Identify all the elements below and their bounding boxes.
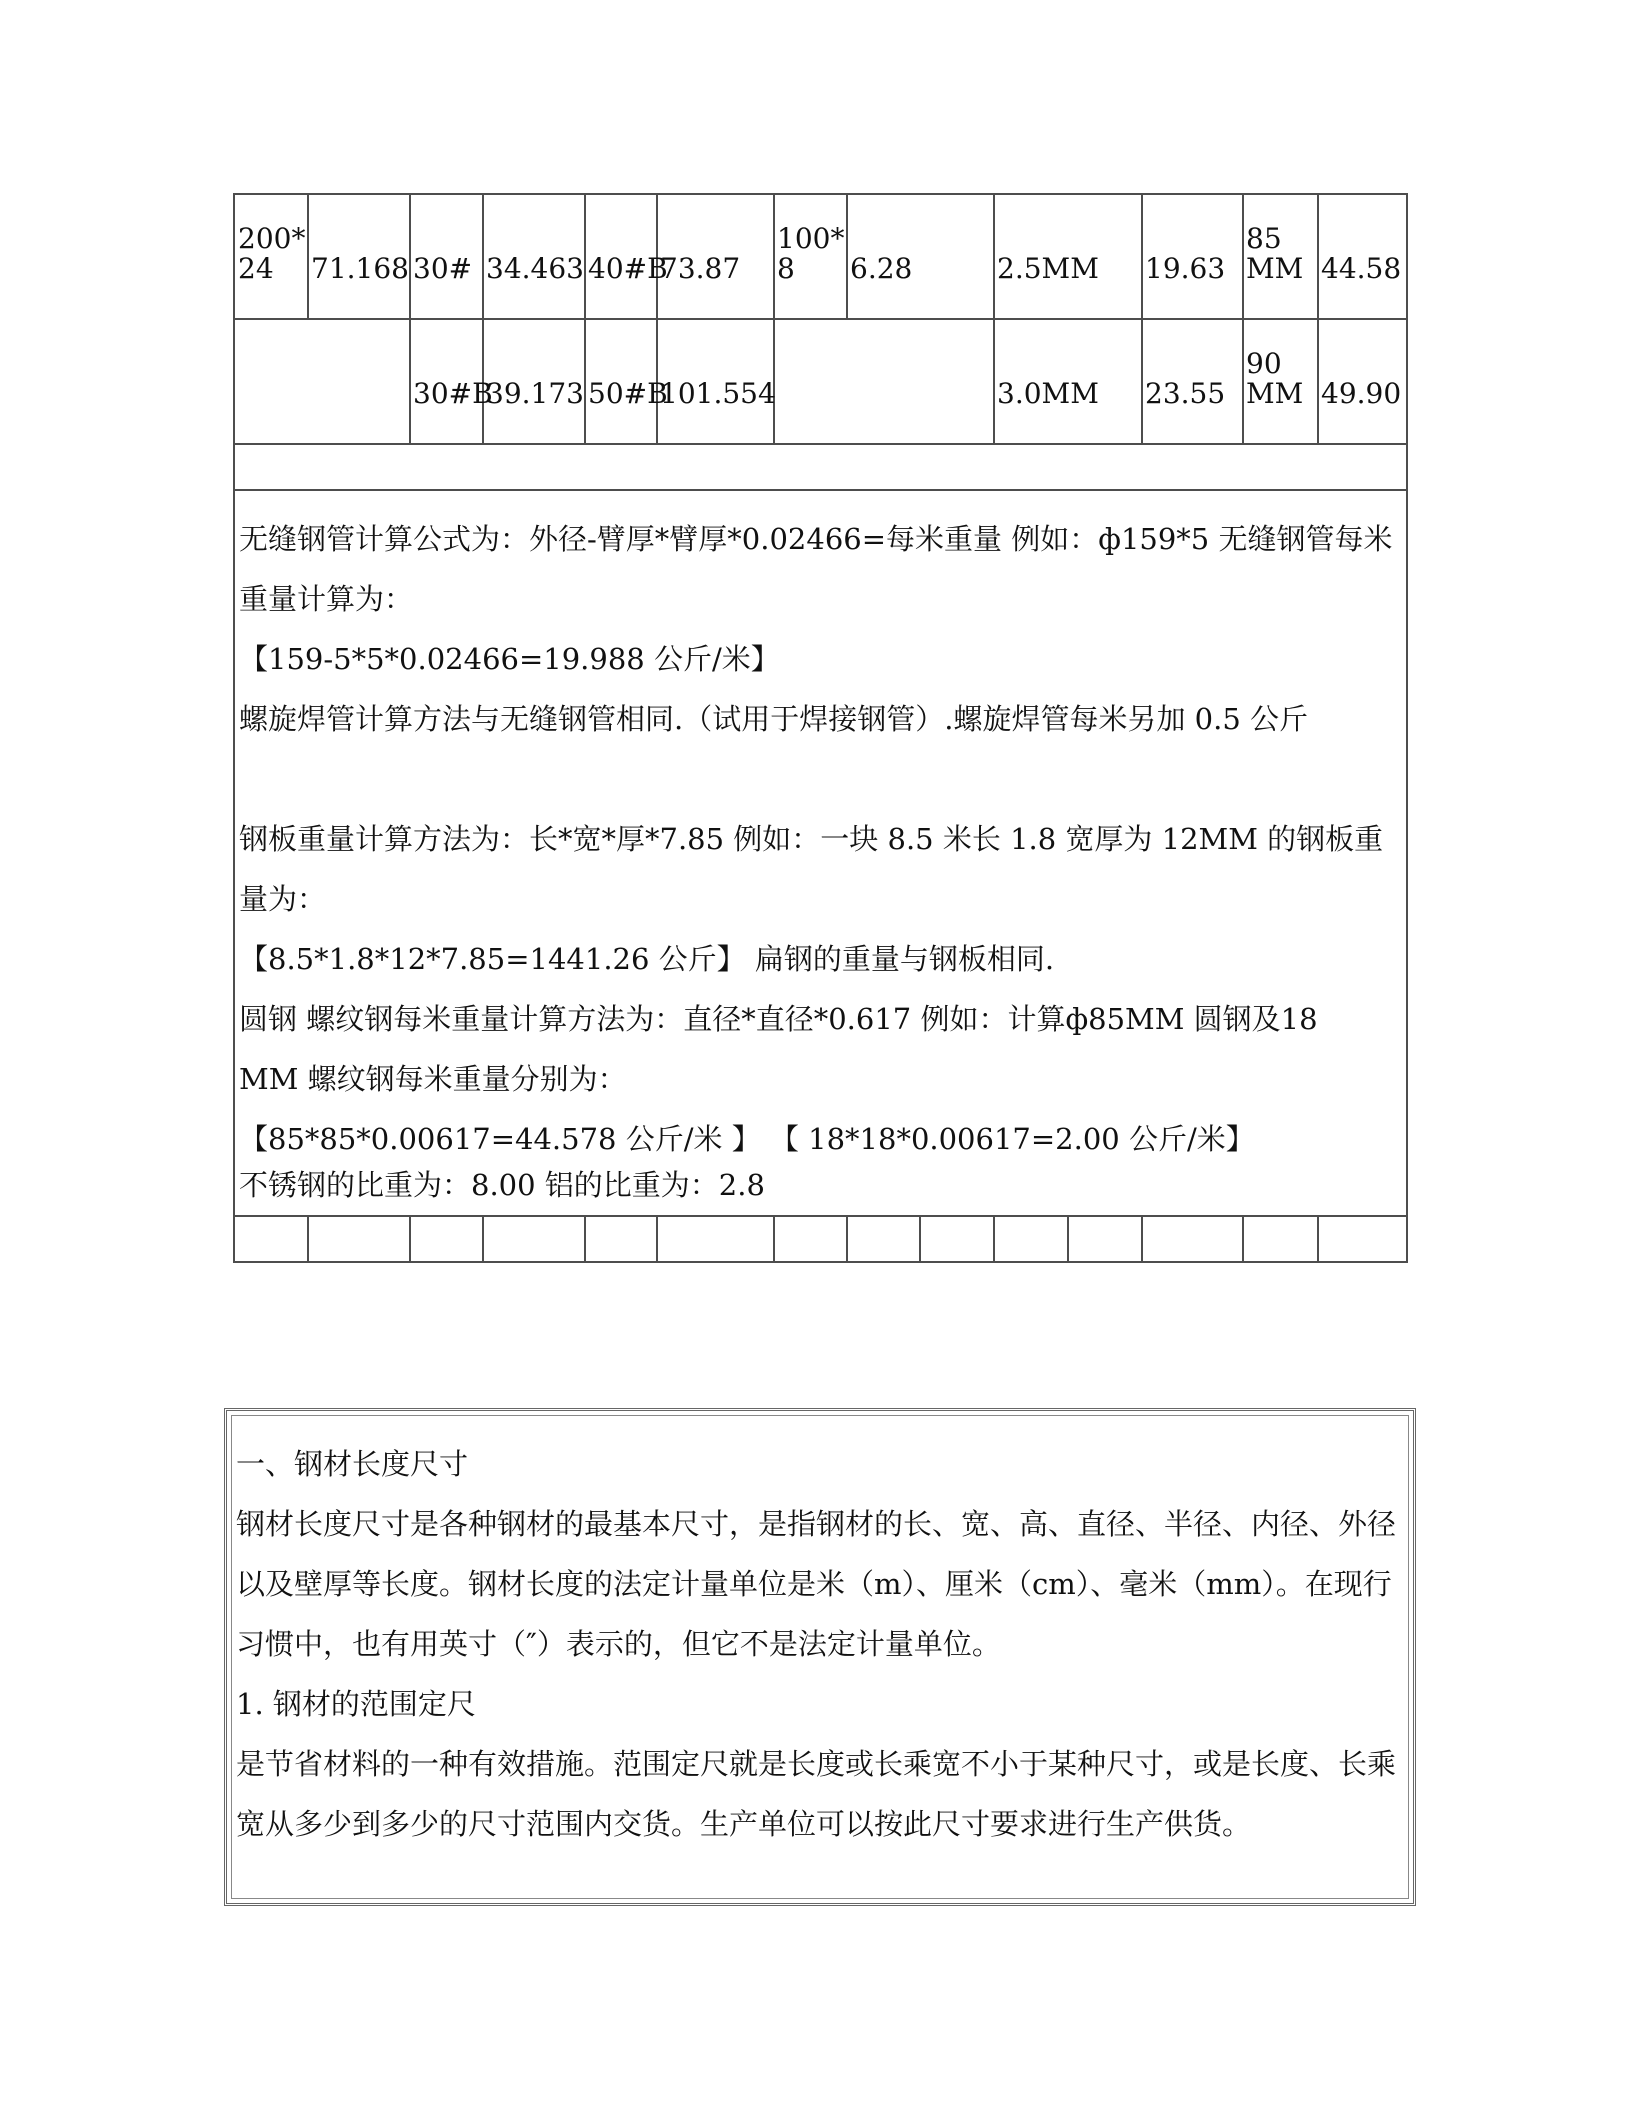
table-cell: 200* 24 <box>238 222 306 285</box>
formula-paragraph: 【85*85*0.00617=44.578 公斤/米 】 【 18*18*0.00617=2.00 公斤/米】 <box>239 1122 1255 1156</box>
table-cell: 30# <box>413 252 473 285</box>
length-dimension-box <box>224 1408 1416 1906</box>
col-divider <box>993 195 995 444</box>
formula-paragraph: 【159-5*5*0.02466=19.988 公斤/米】 <box>239 642 780 676</box>
col-divider <box>584 195 586 444</box>
table-cell: 73.87 <box>660 252 741 285</box>
formula-paragraph: 螺旋焊管计算方法与无缝钢管相同.（试用于焊接钢管）.螺旋焊管每米另加 0.5 公斤 <box>239 702 1308 736</box>
text-frame <box>231 1415 1409 1899</box>
col-divider <box>482 1215 484 1263</box>
formula-paragraph: 不锈钢的比重为：8.00 铝的比重为：2.8 <box>239 1168 765 1202</box>
col-divider <box>307 1215 309 1263</box>
table-cell: 71.168 <box>311 252 409 285</box>
table-cell: 85 MM <box>1246 222 1304 285</box>
table-cell: 34.463 <box>486 252 584 285</box>
table-cell: 23.55 <box>1145 377 1226 410</box>
table-cell: 30#B <box>413 377 493 410</box>
table-cell: 19.63 <box>1145 252 1226 285</box>
col-divider <box>409 1215 411 1263</box>
col-divider <box>307 195 309 319</box>
table-cell: 40#B <box>588 252 668 285</box>
subsection-heading: 1. 钢材的范围定尺 <box>236 1687 476 1721</box>
body-paragraph: 钢材长度尺寸是各种钢材的最基本尺寸，是指钢材的长、宽、高、直径、半径、内径、外径以及壁厚等长度。钢材长度的法定计量单位是米（m）、厘米（cm）、毫米（mm）。在现行习惯中，也有用英寸（″）表示的，但它不是法定计量单位。 <box>236 1507 1397 1661</box>
table-cell: 6.28 <box>850 252 913 285</box>
col-divider <box>919 1215 921 1263</box>
col-divider <box>1067 1215 1069 1263</box>
row-divider <box>235 489 1406 491</box>
col-divider <box>656 1215 658 1263</box>
body-paragraph: 是节省材料的一种有效措施。范围定尺就是长度或长乘宽不小于某种尺寸，或是长度、长乘宽从多少到多少的尺寸范围内交货。生产单位可以按此尺寸要求进行生产供货。 <box>236 1747 1397 1841</box>
table-cell: 50#B <box>588 377 668 410</box>
table-cell: 39.173 <box>486 377 584 410</box>
col-divider <box>846 195 848 319</box>
table-cell: 100* 8 <box>777 222 845 285</box>
col-divider <box>773 1215 775 1263</box>
table-cell: 2.5MM <box>997 252 1099 285</box>
col-divider <box>1317 195 1319 444</box>
col-divider <box>1242 1215 1244 1263</box>
col-divider <box>409 195 411 444</box>
col-divider <box>584 1215 586 1263</box>
table-cell: 3.0MM <box>997 377 1099 410</box>
formula-paragraph: 无缝钢管计算公式为：外径-臂厚*臂厚*0.02466=每米重量 例如：ф159*5 无缝钢管每米重量计算为： <box>239 522 1393 616</box>
col-divider <box>1141 195 1143 444</box>
table-cell: 49.90 <box>1321 377 1402 410</box>
col-divider <box>1141 1215 1143 1263</box>
col-divider <box>1317 1215 1319 1263</box>
section-heading: 一、钢材长度尺寸 <box>236 1447 469 1481</box>
formula-paragraph: 钢板重量计算方法为：长*宽*厚*7.85 例如：一块 8.5 米长 1.8 宽厚为 12MM 的钢板重量为： <box>239 822 1384 916</box>
formula-paragraph: 【8.5*1.8*12*7.85=1441.26 公斤】 扁钢的重量与钢板相同. <box>239 942 1055 976</box>
col-divider <box>846 1215 848 1263</box>
col-divider <box>993 1215 995 1263</box>
col-divider <box>1242 195 1244 444</box>
formula-paragraph: 圆钢 螺纹钢每米重量计算方法为：直径*直径*0.617 例如：计算ф85MM 圆钢及18MM 螺纹钢每米重量分别为： <box>239 1002 1318 1096</box>
steel-weight-table <box>233 193 1408 1263</box>
table-cell: 90 MM <box>1246 347 1304 410</box>
table-cell: 101.554 <box>660 377 776 410</box>
table-cell: 44.58 <box>1321 252 1402 285</box>
